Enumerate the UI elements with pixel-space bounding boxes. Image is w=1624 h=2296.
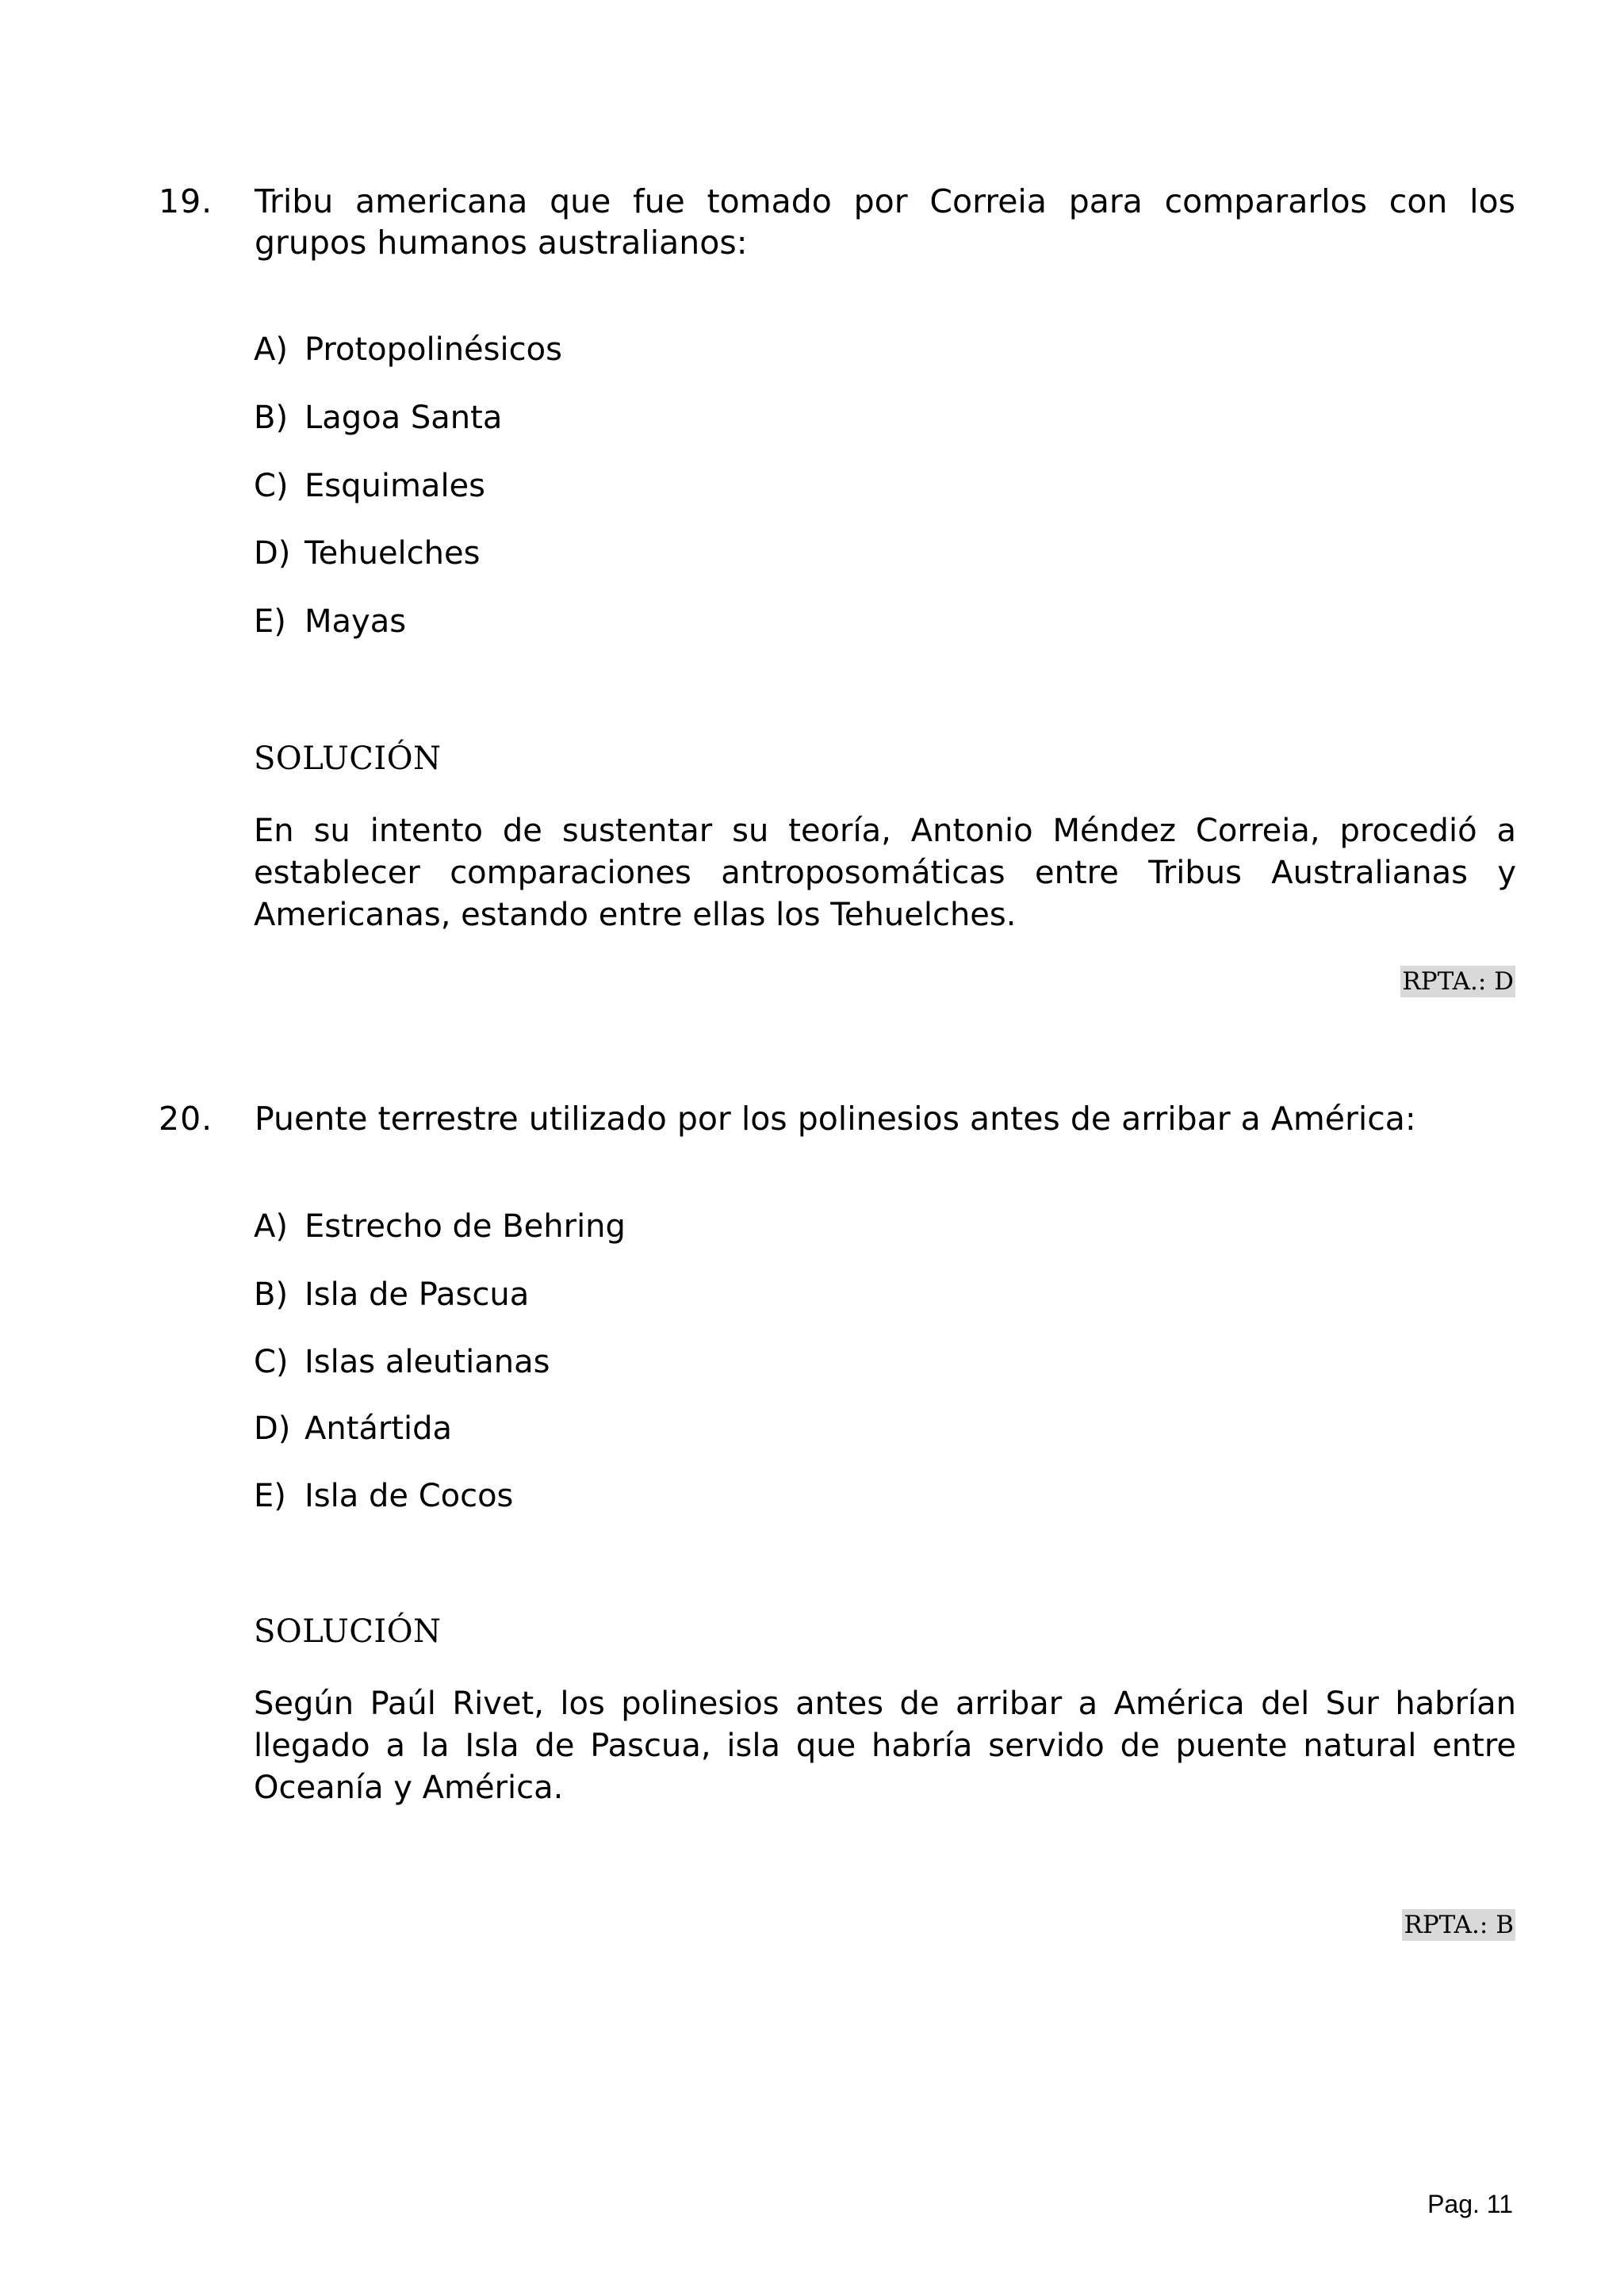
option-item xyxy=(254,330,562,369)
option-letter: C) xyxy=(254,468,289,504)
option-letter: D) xyxy=(254,535,291,572)
option-text: Lagoa Santa xyxy=(304,400,503,436)
option-letter: B) xyxy=(254,400,289,436)
option-text: Tehuelches xyxy=(304,535,481,572)
option-text: Islas aleutianas xyxy=(304,1344,550,1380)
option-item xyxy=(254,602,406,641)
option-item xyxy=(254,1207,626,1246)
option-item xyxy=(254,1409,452,1448)
option-item xyxy=(254,466,485,506)
question-number: 20. xyxy=(159,1100,213,1138)
option-item xyxy=(254,398,502,438)
option-text: Protopolinésicos xyxy=(304,331,562,368)
option-text: Isla de Cocos xyxy=(304,1478,514,1514)
solution-text: Según Paúl Rivet, los polinesios antes de arribar a América del Sur habrían llegado a la Isla de Pascua, isla que habría servido de puente natural entre Oceanía y América. xyxy=(254,1686,1516,1806)
option-text: Mayas xyxy=(304,603,407,640)
question-text: Tribu americana que fue tomado por Correia para compararlos con los grupos humanos australianos: xyxy=(255,182,1515,262)
question-number: 19. xyxy=(159,182,213,220)
option-item xyxy=(254,1342,550,1382)
question-text: Puente terrestre utilizado por los polinesios antes de arribar a América: xyxy=(255,1100,1416,1138)
option-item xyxy=(254,1275,529,1314)
option-letter: D) xyxy=(254,1410,291,1447)
solution-heading: SOLUCIÓN xyxy=(254,740,442,777)
solution-text: En su intento de sustentar su teoría, Antonio Méndez Correia, procedió a establecer comparaciones antroposomáticas entre Tribus Australianas y Americanas, estando entre ellas los Tehuelches. xyxy=(254,813,1516,933)
option-text: Esquimales xyxy=(304,468,486,504)
option-item xyxy=(254,534,480,573)
option-text: Estrecho de Behring xyxy=(304,1208,626,1245)
option-letter: A) xyxy=(254,1208,288,1245)
solution-heading: SOLUCIÓN xyxy=(254,1613,442,1650)
answer-badge: RPTA.: D xyxy=(1402,967,1514,996)
page-number: Pag. 11 xyxy=(1427,2190,1513,2218)
option-text: Antártida xyxy=(304,1410,453,1447)
option-letter: E) xyxy=(254,1478,286,1514)
answer-badge: RPTA.: B xyxy=(1404,1911,1514,1939)
option-letter: B) xyxy=(254,1276,289,1313)
option-letter: A) xyxy=(254,331,288,368)
option-letter: E) xyxy=(254,603,286,640)
option-letter: C) xyxy=(254,1344,289,1380)
option-item xyxy=(254,1476,513,1516)
option-text: Isla de Pascua xyxy=(304,1276,530,1313)
